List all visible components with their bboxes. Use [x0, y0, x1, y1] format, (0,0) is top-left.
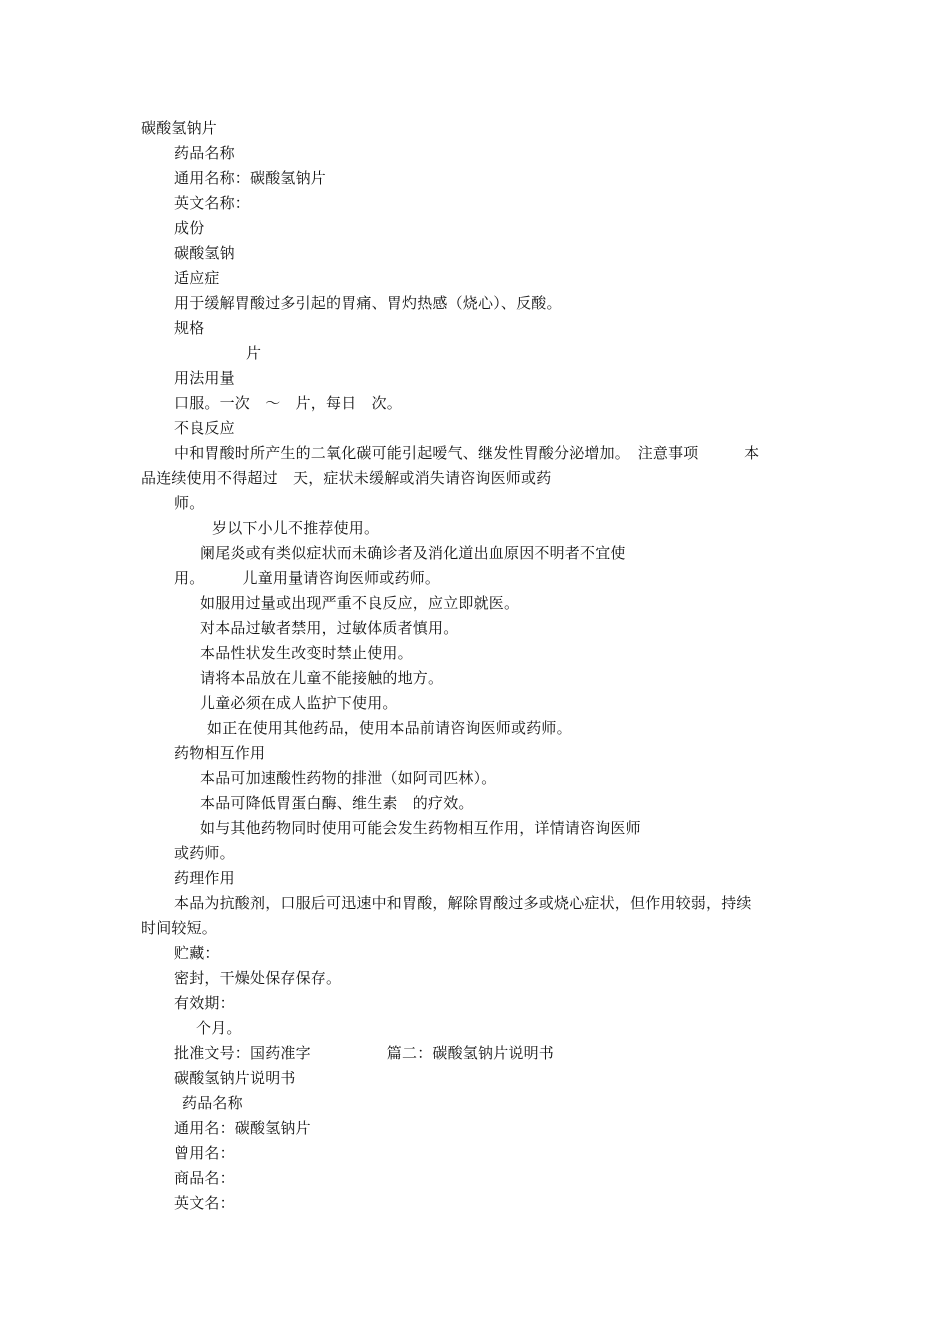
section-heading: 药物相互作用 [174, 744, 266, 762]
text-line: 品连续使用不得超过 天，症状未缓解或消失请咨询医师或药 [141, 469, 552, 487]
text-line: 密封，干燥处保存保存。 [174, 969, 342, 987]
text-line: 碳酸氢钠片说明书 [174, 1069, 296, 1087]
text-line: 商品名： [174, 1169, 235, 1187]
section-heading: 药理作用 [174, 869, 235, 887]
text-line: 岁以下小儿不推荐使用。 [212, 519, 380, 537]
section-heading: 药品名称 [174, 144, 235, 162]
section-heading: 药品名称 [182, 1094, 243, 1112]
section-heading: 有效期： [174, 994, 235, 1012]
text-line: 通用名称：碳酸氢钠片 [174, 169, 327, 187]
text-line: 本品为抗酸剂，口服后可迅速中和胃酸，解除胃酸过多或烧心症状，但作用较弱，持续 [174, 894, 752, 912]
text-line: 批准文号：国药准字 篇二：碳酸氢钠片说明书 [174, 1044, 555, 1062]
section-heading: 贮藏： [174, 944, 220, 962]
section-heading: 不良反应 [174, 419, 235, 437]
text-line: 英文名称： [174, 194, 251, 212]
text-line: 用于缓解胃酸过多引起的胃痛、胃灼热感（烧心）、反酸。 [174, 294, 562, 312]
text-line: 时间较短。 [141, 919, 218, 937]
text-line: 中和胃酸时所产生的二氧化碳可能引起嗳气、继发性胃酸分泌增加。 注意事项 本 [174, 444, 760, 462]
text-line: 对本品过敏者禁用，过敏体质者慎用。 [200, 619, 459, 637]
text-line: 儿童必须在成人监护下使用。 [200, 694, 398, 712]
section-heading: 适应症 [174, 269, 220, 287]
text-line: 如服用过量或出现严重不良反应，应立即就医。 [200, 594, 520, 612]
text-line: 片 [246, 344, 262, 362]
text-line: 本品可降低胃蛋白酶、维生素 的疗效。 [200, 794, 474, 812]
text-line: 本品可加速酸性药物的排泄（如阿司匹林）。 [200, 769, 497, 787]
section-heading: 规格 [174, 319, 205, 337]
text-line: 口服。一次 ～ 片，每日 次。 [174, 394, 403, 412]
text-line: 英文名： [174, 1194, 235, 1212]
text-line: 阑尾炎或有类似症状而未确诊者及消化道出血原因不明者不宜使 [200, 544, 626, 562]
text-line: 用。 儿童用量请咨询医师或药师。 [174, 569, 441, 587]
section-heading: 用法用量 [174, 369, 235, 387]
text-line: 或药师。 [174, 844, 235, 862]
section-heading: 成份 [174, 219, 205, 237]
text-line: 碳酸氢钠 [174, 244, 235, 262]
text-line: 曾用名： [174, 1144, 235, 1162]
text-line: 如与其他药物同时使用可能会发生药物相互作用，详情请咨询医师 [200, 819, 641, 837]
text-line: 本品性状发生改变时禁止使用。 [200, 644, 413, 662]
text-line: 个月。 [196, 1019, 242, 1037]
text-line: 如正在使用其他药品，使用本品前请咨询医师或药师。 [207, 719, 572, 737]
text-line: 通用名：碳酸氢钠片 [174, 1119, 311, 1137]
text-line: 师。 [174, 494, 205, 512]
doc-title: 碳酸氢钠片 [141, 119, 218, 137]
text-line: 请将本品放在儿童不能接触的地方。 [200, 669, 444, 687]
